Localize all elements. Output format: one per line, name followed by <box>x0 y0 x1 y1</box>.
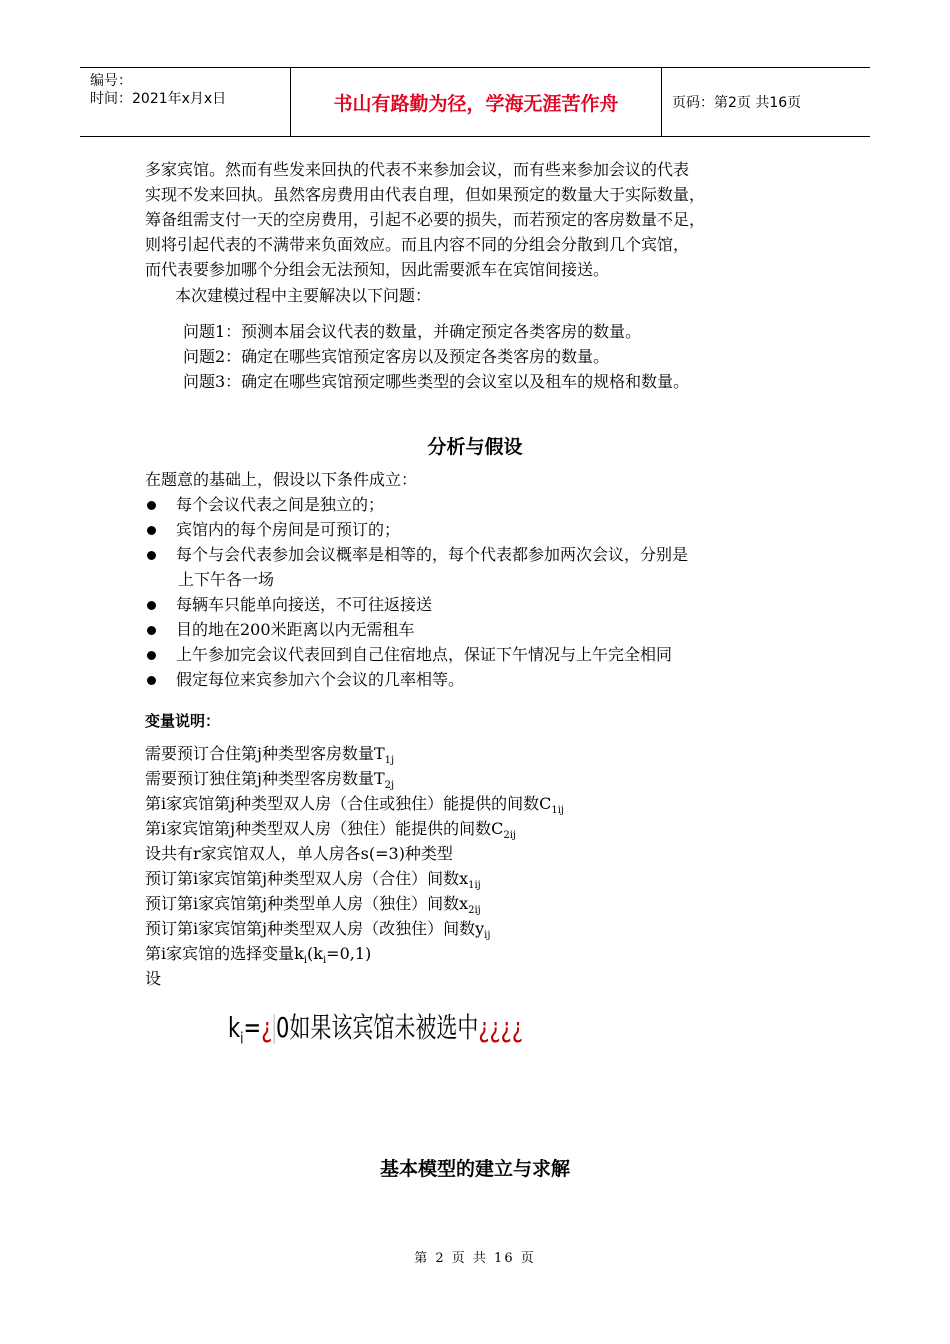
variable-subscript: 1ij <box>468 880 481 892</box>
assumption-text: 上午参加完会议代表回到自己住宿地点，保证下午情况与上午完全相同 <box>176 645 673 664</box>
intro-line: 而代表要参加哪个分组会无法预知，因此需要派车在宾馆间接送。 <box>145 260 610 279</box>
variable-text: 第i家宾馆第j种类型双人房（合住或独住）能提供的间数C <box>145 794 552 813</box>
variable-text: 需要预订独住第j种类型客房数量T <box>145 769 385 788</box>
intro-line: 多家宾馆。然而有些发来回执的代表不来参加会议，而有些来参加会议的代表 <box>145 160 690 179</box>
intro-line: 则将引起代表的不满带来负面效应。而且内容不同的分组会分散到几个宾馆， <box>145 235 690 254</box>
intro-line: 实现不发来回执。虽然客房费用由代表自理，但如果预定的数量大于实际数量， <box>145 185 706 204</box>
assumption-item <box>145 593 432 617</box>
assumption-item <box>145 668 464 692</box>
bullet-icon <box>147 526 156 535</box>
date-label: 时间：2021年x月x日 <box>90 91 227 107</box>
formula-equals: = <box>243 1011 262 1044</box>
let-label: 设 <box>145 969 162 988</box>
variable-text: (k <box>307 944 323 963</box>
assumption-item <box>145 643 672 667</box>
problem-item: 问题2：确定在哪些宾馆预定客房以及预定各类客房的数量。 <box>183 347 610 366</box>
formula-bar <box>274 1014 275 1044</box>
intro-line: 筹备组需支付一天的空房费用，引起不必要的损失，而若预定的客房数量不足， <box>145 210 706 229</box>
assumption-continuation: 上下午各一场 <box>178 570 275 589</box>
bullet-icon <box>147 626 156 635</box>
problem-item: 问题3：确定在哪些宾馆预定哪些类型的会议室以及租车的规格和数量。 <box>183 372 690 391</box>
formula-body: 0如果该宾馆未被选中 <box>276 1011 479 1044</box>
assumption-text: 假定每位来宾参加六个会议的几率相等。 <box>176 670 465 689</box>
bullet-icon <box>147 551 156 560</box>
assumption-item <box>145 518 400 542</box>
variable-text: 预订第i家宾馆第j种类型单人房（独住）间数x <box>145 894 469 913</box>
header-meta <box>80 68 290 136</box>
variable-subscript: ij <box>484 930 491 942</box>
variable-text: =0,1) <box>326 944 372 963</box>
bullet-icon <box>147 676 156 685</box>
variable-subscript: i <box>322 955 327 967</box>
assumption-text: 宾馆内的每个房间是可预订的； <box>176 520 401 539</box>
page-header <box>80 67 870 137</box>
page-footer: 第 2 页 共 16 页 <box>414 1251 536 1266</box>
formula-tail: ¿¿¿¿ <box>478 1011 523 1044</box>
assumption-text: 每个会议代表之间是独立的； <box>176 495 385 514</box>
selection-formula <box>228 1006 523 1056</box>
variable-text: 设共有r家宾馆双人，单人房各s(=3)种类型 <box>145 844 453 863</box>
section-title-analysis: 分析与假设 <box>427 436 523 458</box>
variable-subscript: 2ij <box>503 830 516 842</box>
bullet-icon <box>147 501 156 510</box>
formula-subscript: i <box>240 1028 244 1048</box>
formula-symbol: ¿ <box>261 1011 273 1044</box>
variable-text: 第i家宾馆的选择变量k <box>145 944 304 963</box>
variable-text: 预订第i家宾馆第j种类型双人房（合住）间数x <box>145 869 469 888</box>
assumption-item <box>145 618 415 642</box>
assumption-text: 每辆车只能单向接送，不可往返接送 <box>176 595 433 614</box>
variable-subscript: 1ij <box>551 805 564 817</box>
variable-subscript: 2ij <box>468 905 481 917</box>
bullet-icon <box>147 651 156 660</box>
number-label: 编号： <box>90 73 132 89</box>
variables-heading: 变量说明： <box>145 712 221 730</box>
assumption-item <box>145 493 384 517</box>
variable-subscript: 2j <box>384 780 395 792</box>
formula-k: k <box>228 1011 241 1044</box>
header-motto: 书山有路勤为径，学海无涯苦作舟 <box>290 68 662 136</box>
problem-item: 问题1：预测本届会议代表的数量，并确定预定各类客房的数量。 <box>183 322 642 341</box>
variable-subscript: 1j <box>384 755 395 767</box>
variable-subscript: i <box>303 955 308 967</box>
bullet-icon <box>147 601 156 610</box>
assumption-item <box>145 543 688 567</box>
assume-intro: 在题意的基础上，假设以下条件成立： <box>145 470 418 489</box>
assumption-text: 目的地在200米距离以内无需租车 <box>176 620 415 639</box>
variable-text: 第i家宾馆第j种类型双人房（独住）能提供的间数C <box>145 819 504 838</box>
selection-variable-line <box>145 942 371 973</box>
section-title-model: 基本模型的建立与求解 <box>379 1158 570 1180</box>
variable-text: 预订第i家宾馆第j种类型双人房（改独住）间数y <box>145 919 485 938</box>
assumption-text: 每个与会代表参加会议概率是相等的，每个代表都参加两次会议，分别是 <box>176 545 689 564</box>
header-page-label: 页码：第2页 共16页 <box>672 95 802 111</box>
variable-text: 需要预订合住第j种类型客房数量T <box>145 744 385 763</box>
problems-intro: 本次建模过程中主要解决以下问题： <box>175 286 432 305</box>
